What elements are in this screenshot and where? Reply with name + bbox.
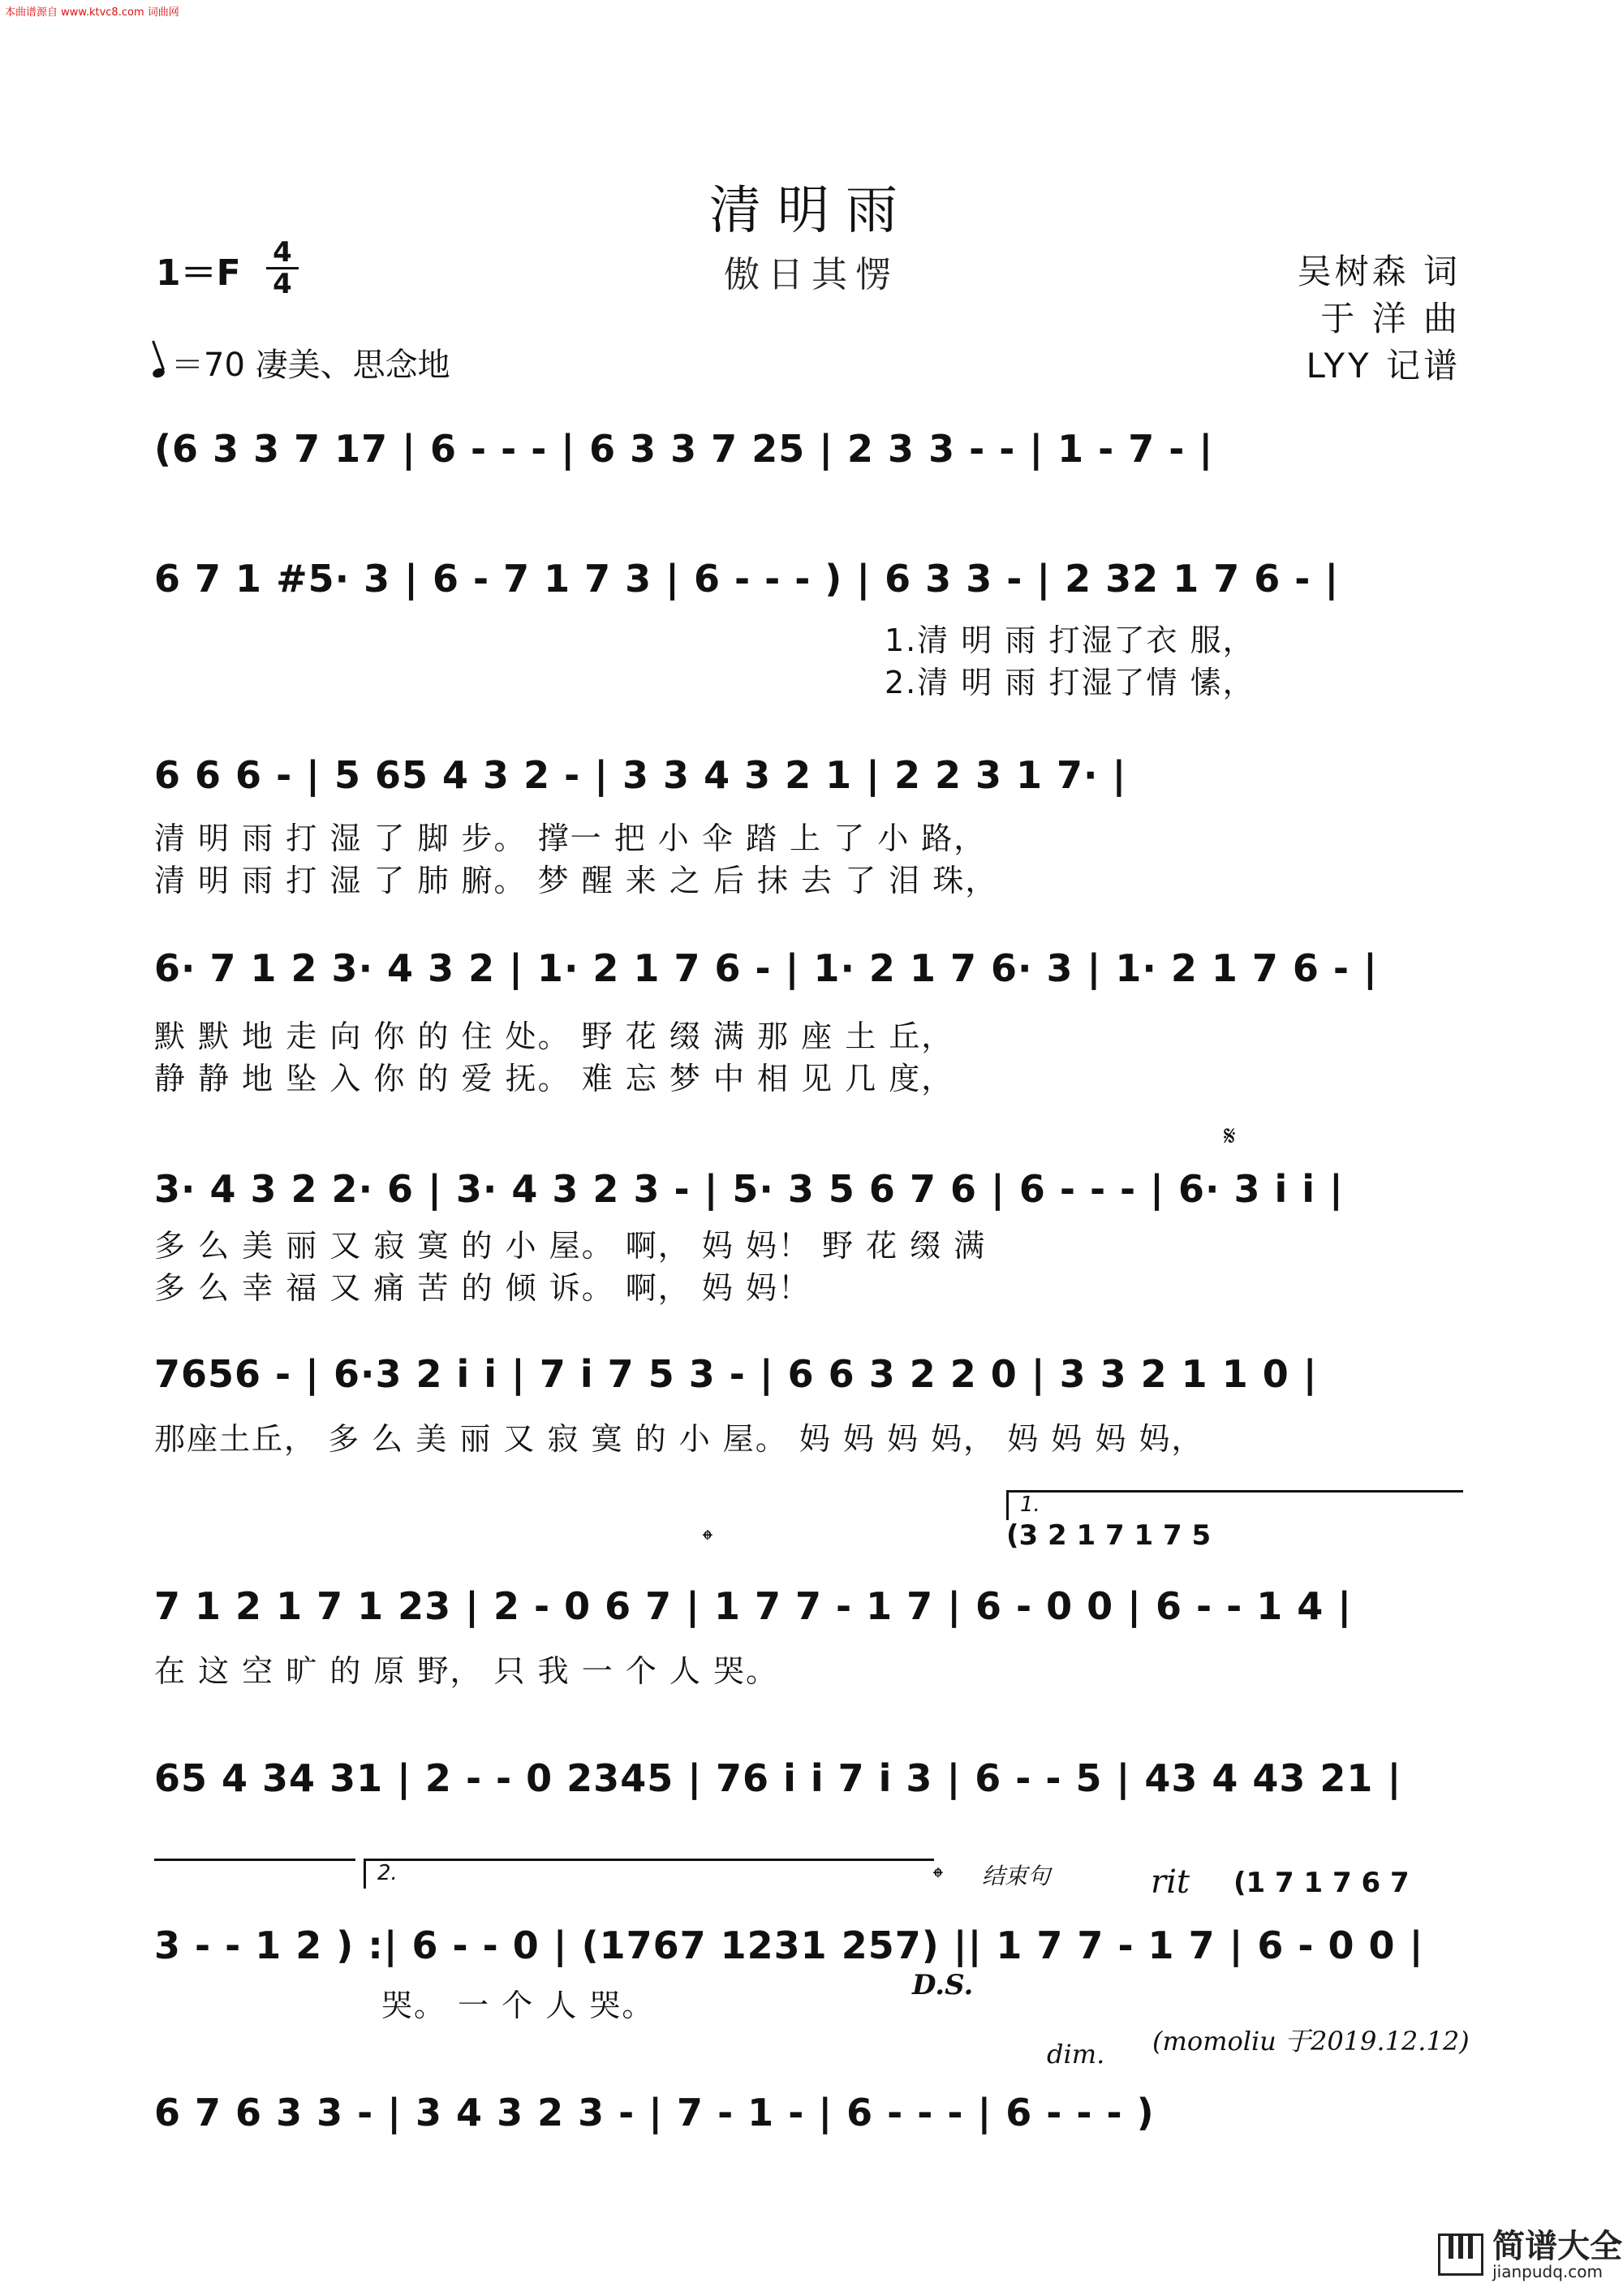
score-line-5: 3· 4 3 2 2· 6 | 3· 4 3 2 3 - | 5· 3 5 6 7 6 | 6 - - - | 6· 3 i i |: [154, 1167, 1344, 1211]
score-line-4: 6· 7 1 2 3· 4 3 2 | 1· 2 1 7 6 - | 1· 2 1 7 6· 3 | 1· 2 1 7 6 - |: [154, 946, 1378, 990]
ending-accompaniment: (1 7 1 7 6 7: [1233, 1867, 1410, 1899]
lyric-line-2-verse-1: 1.清 明 雨 打湿了衣 服，: [885, 622, 1255, 658]
lyric-line-4-verse-1: 默 默 地 走 向 你 的 住 处。 野 花 缀 满 那 座 土 丘，: [154, 1019, 954, 1054]
dim-marking: dim.: [1047, 2039, 1105, 2070]
volta-1-label: 1.: [1020, 1493, 1040, 1517]
lyricist-credit: 吴树森 词: [1297, 252, 1461, 291]
key-signature: 1＝F: [156, 252, 241, 294]
score-line-6: 7656 - | 6·3 2 i i | 7 i 7 5 3 - | 6 6 3 2 2 0 | 3 3 2 1 1 0 |: [154, 1352, 1318, 1396]
score-line-8: 65 4 34 31 | 2 - - 0 2345 | 76 i i 7 i 3 | 6 - - 5 | 43 4 43 21 |: [154, 1756, 1402, 1800]
time-signature: [266, 236, 299, 300]
transcriber-credit: LYY 记谱: [1306, 346, 1461, 386]
score-line-2: 6 7 1 #5· 3 | 6 - 7 1 7 3 | 6 - - - ) | 6 3 3 - | 2 32 1 7 6 - |: [154, 557, 1340, 601]
volta-bracket-2: [364, 1859, 934, 1889]
lyric-line-7-verse-1: 在 这 空 旷 的 原 野， 只 我 一 个 人 哭。: [154, 1653, 778, 1689]
lyric-line-3-verse-1: 清 明 雨 打 湿 了 脚 步。 撑一 把 小 伞 踏 上 了 小 路，: [154, 821, 987, 856]
repeat-bracket-line: [154, 1859, 355, 1877]
lyric-line-9-verse-1: 哭。 一 个 人 哭。: [381, 1988, 655, 2023]
song-title: 清明雨: [709, 181, 914, 241]
segno-icon: 𝄋: [1224, 1120, 1236, 1152]
quarter-note-icon: [152, 367, 166, 379]
rit-marking: rit: [1151, 1863, 1190, 1901]
song-singer: 傲日其愣: [724, 254, 899, 295]
logo-brand-en: jianpudq.com: [1492, 2262, 1603, 2281]
lyric-line-3-verse-2: 清 明 雨 打 湿 了 肺 腑。 梦 醒 来 之 后 抹 去 了 泪 珠，: [154, 863, 998, 898]
score-line-1: (6 3 3 7 17 | 6 - - - | 6 3 3 7 25 | 2 3 3 - - | 1 - 7 - |: [154, 427, 1214, 471]
logo-brand-cn: 简谱大全: [1492, 2228, 1623, 2265]
volta-1-accompaniment: (3 2 1 7 1 7 5: [1006, 1519, 1212, 1552]
signature-note: (momoliu 于2019.12.12): [1152, 2026, 1470, 2057]
lyric-line-5-verse-1: 多 么 美 丽 又 寂 寞 的 小 屋。 啊， 妈 妈！ 野 花 缀 满: [154, 1228, 987, 1264]
tempo-marking: [153, 339, 450, 386]
coda-icon-1: 𝄌: [703, 1524, 712, 1557]
volta-bracket-1: [1006, 1490, 1463, 1520]
score-line-7: 7 1 2 1 7 1 23 | 2 - 0 6 7 | 1 7 7 - 1 7 | 6 - 0 0 | 6 - - 1 4 |: [154, 1584, 1353, 1628]
ds-marking: D.S.: [912, 1969, 974, 2001]
site-logo[interactable]: [1438, 2229, 1622, 2280]
score-line-9: 3 - - 1 2 ) :| 6 - - 0 | (1767 1231 257) || 1 7 7 - 1 7 | 6 - 0 0 |: [154, 1923, 1424, 1967]
volta-2-label: 2.: [377, 1861, 398, 1885]
lyric-line-5-verse-2: 多 么 幸 福 又 痛 苦 的 倾 诉。 啊， 妈 妈！: [154, 1270, 811, 1306]
coda-icon-2: 𝄌: [933, 1862, 943, 1894]
lyric-line-4-verse-2: 静 静 地 坠 入 你 的 爱 抚。 难 忘 梦 中 相 见 几 度，: [154, 1061, 954, 1096]
meter-bottom: 4: [273, 268, 292, 300]
piano-keys-icon: [1438, 2234, 1483, 2276]
lyric-line-2-verse-2: 2.清 明 雨 打湿了情 愫，: [885, 665, 1255, 700]
score-line-3: 6 6 6 - | 5 65 4 3 2 - | 3 3 4 3 2 1 | 2 2 3 1 7· |: [154, 753, 1127, 797]
lyric-line-6-verse-1: 那座土丘， 多 么 美 丽 又 寂 寞 的 小 屋。 妈 妈 妈 妈， 妈 妈 妈 妈，: [154, 1421, 1204, 1457]
score-line-10: 6 7 6 3 3 - | 3 4 3 2 3 - | 7 - 1 - | 6 - - - | 6 - - - ): [154, 2091, 1155, 2134]
tempo-text: ＝70 凄美、思念地: [171, 347, 450, 384]
composer-credit: 于 洋 曲: [1320, 299, 1461, 338]
ending-label: 结束句: [982, 1863, 1051, 1889]
source-link[interactable]: 本曲谱源自 www.ktvc8.com 词曲网: [5, 6, 179, 19]
meter-top: 4: [273, 236, 292, 269]
